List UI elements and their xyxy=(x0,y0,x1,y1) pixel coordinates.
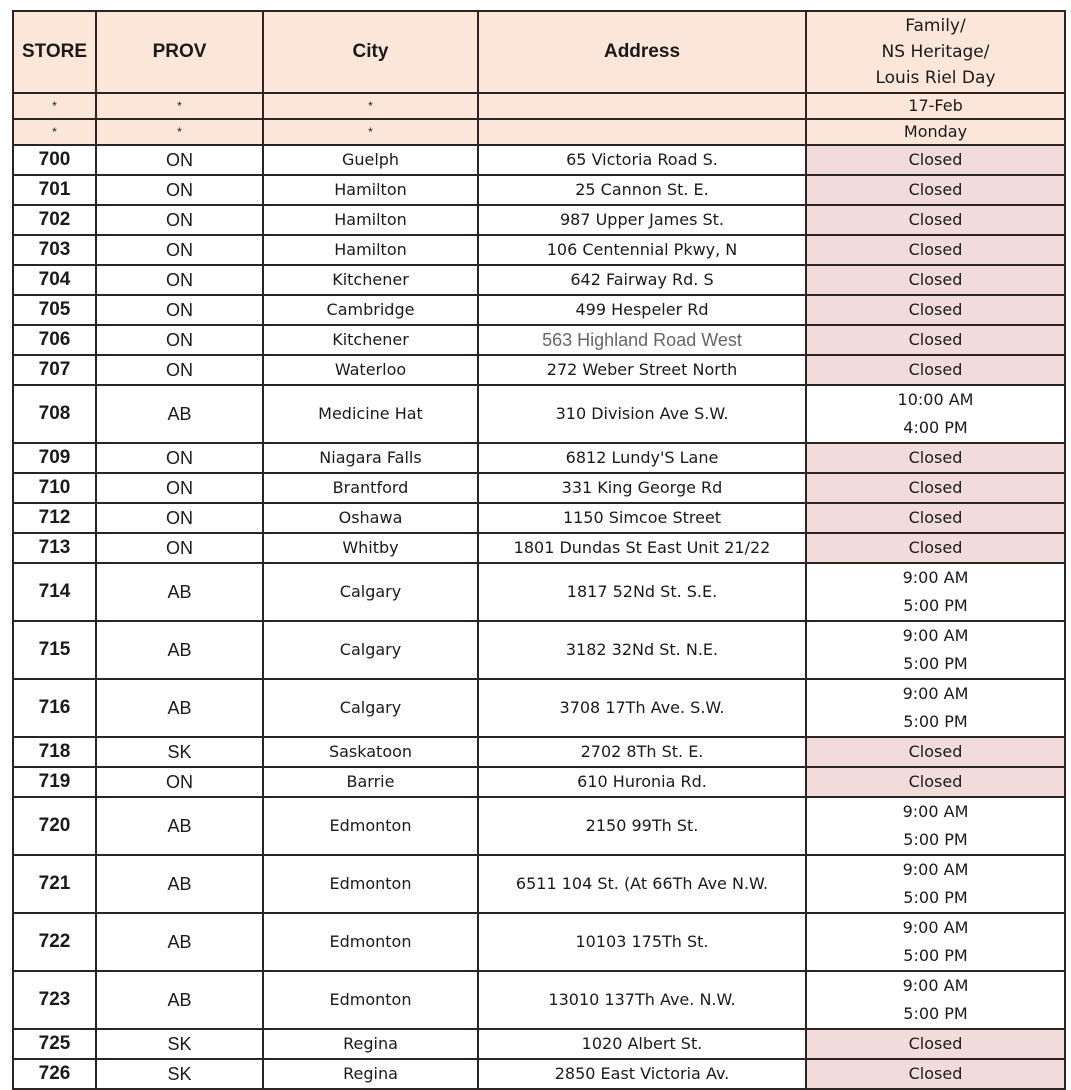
table-row xyxy=(13,503,1065,533)
province: AB xyxy=(96,913,263,971)
table-row xyxy=(13,855,1065,913)
address: 2702 8Th St. E. xyxy=(478,737,806,767)
address: 272 Weber Street North xyxy=(478,355,806,385)
address: 10103 175Th St. xyxy=(478,913,806,971)
hours-line-open: Closed xyxy=(908,742,963,761)
hours-line-open: Closed xyxy=(908,270,963,289)
table-row xyxy=(13,679,1065,737)
city: Hamilton xyxy=(263,235,478,265)
store-number: 706 xyxy=(13,325,96,355)
status-closed xyxy=(806,145,1065,175)
city: Edmonton xyxy=(263,971,478,1029)
holiday-name-line: NS Heritage/ xyxy=(881,42,990,62)
status-closed xyxy=(806,533,1065,563)
column-header-store: STORE xyxy=(13,11,96,93)
table-row xyxy=(13,205,1065,235)
column-header-address: Address xyxy=(478,11,806,93)
status-closed xyxy=(806,325,1065,355)
store-number: 701 xyxy=(13,175,96,205)
holiday-hours xyxy=(806,385,1065,443)
table-row xyxy=(13,235,1065,265)
hours-line-open: Closed xyxy=(908,330,963,349)
subheader-city: * xyxy=(263,119,478,145)
store-number: 718 xyxy=(13,737,96,767)
subheader-store: * xyxy=(13,93,96,119)
hours-line-close: 5:00 PM xyxy=(903,830,968,849)
province: SK xyxy=(96,737,263,767)
status-closed xyxy=(806,1029,1065,1059)
hours-line-open: 10:00 AM xyxy=(897,390,974,409)
store-number: 710 xyxy=(13,473,96,503)
city: Edmonton xyxy=(263,855,478,913)
hours-line-open: Closed xyxy=(908,300,963,319)
subheader-address xyxy=(478,93,806,119)
table-row xyxy=(13,265,1065,295)
address: 1817 52Nd St. S.E. xyxy=(478,563,806,621)
city: Guelph xyxy=(263,145,478,175)
table-row xyxy=(13,473,1065,503)
holiday-weekday: Monday xyxy=(806,119,1065,145)
store-hours-table xyxy=(12,10,1066,1090)
address: 65 Victoria Road S. xyxy=(478,145,806,175)
hours-line-open: 9:00 AM xyxy=(902,976,969,995)
store-number: 715 xyxy=(13,621,96,679)
address: 1020 Albert St. xyxy=(478,1029,806,1059)
city: Calgary xyxy=(263,621,478,679)
store-number: 700 xyxy=(13,145,96,175)
store-number: 723 xyxy=(13,971,96,1029)
city: Cambridge xyxy=(263,295,478,325)
subheader-prov: * xyxy=(96,93,263,119)
address: 2850 East Victoria Av. xyxy=(478,1059,806,1089)
store-number: 703 xyxy=(13,235,96,265)
province: ON xyxy=(96,145,263,175)
hours-line-open: Closed xyxy=(908,1034,963,1053)
address: 1150 Simcoe Street xyxy=(478,503,806,533)
hours-line-close: 5:00 PM xyxy=(903,888,968,907)
table-row xyxy=(13,621,1065,679)
store-number: 705 xyxy=(13,295,96,325)
city: Calgary xyxy=(263,679,478,737)
hours-line-open: 9:00 AM xyxy=(902,626,969,645)
store-number: 709 xyxy=(13,443,96,473)
table-row xyxy=(13,971,1065,1029)
subheader-store: * xyxy=(13,119,96,145)
column-header-city: City xyxy=(263,11,478,93)
status-closed xyxy=(806,1059,1065,1089)
hours-line-open: Closed xyxy=(908,772,963,791)
address: 3708 17Th Ave. S.W. xyxy=(478,679,806,737)
address: 610 Huronia Rd. xyxy=(478,767,806,797)
address: 642 Fairway Rd. S xyxy=(478,265,806,295)
city: Waterloo xyxy=(263,355,478,385)
table-row xyxy=(13,443,1065,473)
holiday-date: 17-Feb xyxy=(806,93,1065,119)
hours-line-open: Closed xyxy=(908,1064,963,1083)
province: AB xyxy=(96,797,263,855)
table-row xyxy=(13,533,1065,563)
holiday-hours xyxy=(806,971,1065,1029)
province: SK xyxy=(96,1029,263,1059)
province: ON xyxy=(96,175,263,205)
province: ON xyxy=(96,295,263,325)
status-closed xyxy=(806,295,1065,325)
address: 6812 Lundy'S Lane xyxy=(478,443,806,473)
status-closed xyxy=(806,503,1065,533)
store-number: 719 xyxy=(13,767,96,797)
hours-line-open: Closed xyxy=(908,150,963,169)
store-number: 702 xyxy=(13,205,96,235)
city: Edmonton xyxy=(263,797,478,855)
holiday-hours xyxy=(806,797,1065,855)
address: 331 King George Rd xyxy=(478,473,806,503)
province: ON xyxy=(96,533,263,563)
hours-line-open: Closed xyxy=(908,360,963,379)
status-closed xyxy=(806,265,1065,295)
status-closed xyxy=(806,175,1065,205)
province: ON xyxy=(96,443,263,473)
province: ON xyxy=(96,473,263,503)
city: Regina xyxy=(263,1029,478,1059)
store-number: 707 xyxy=(13,355,96,385)
hours-line-close: 5:00 PM xyxy=(903,946,968,965)
column-header-prov: PROV xyxy=(96,11,263,93)
store-number: 720 xyxy=(13,797,96,855)
status-closed xyxy=(806,443,1065,473)
address: 6511 104 St. (At 66Th Ave N.W. xyxy=(478,855,806,913)
table-row xyxy=(13,1059,1065,1089)
holiday-name-line: Louis Riel Day xyxy=(875,68,996,88)
province: ON xyxy=(96,265,263,295)
subheader-city: * xyxy=(263,93,478,119)
table-row xyxy=(13,145,1065,175)
holiday-hours xyxy=(806,855,1065,913)
address: 3182 32Nd St. N.E. xyxy=(478,621,806,679)
table-row xyxy=(13,563,1065,621)
table-row xyxy=(13,175,1065,205)
hours-line-open: Closed xyxy=(908,210,963,229)
province: AB xyxy=(96,971,263,1029)
table-row xyxy=(13,325,1065,355)
table-row xyxy=(13,913,1065,971)
table-body xyxy=(13,93,1065,1089)
store-number: 725 xyxy=(13,1029,96,1059)
hours-line-open: Closed xyxy=(908,538,963,557)
city: Medicine Hat xyxy=(263,385,478,443)
table-row xyxy=(13,767,1065,797)
address: 499 Hespeler Rd xyxy=(478,295,806,325)
city: Saskatoon xyxy=(263,737,478,767)
status-closed xyxy=(806,355,1065,385)
city: Brantford xyxy=(263,473,478,503)
city: Niagara Falls xyxy=(263,443,478,473)
province: AB xyxy=(96,621,263,679)
city: Hamilton xyxy=(263,205,478,235)
city: Calgary xyxy=(263,563,478,621)
hours-line-open: 9:00 AM xyxy=(902,568,969,587)
holiday-hours xyxy=(806,621,1065,679)
hours-line-close: 5:00 PM xyxy=(903,654,968,673)
city: Kitchener xyxy=(263,325,478,355)
subheader-row-date xyxy=(13,93,1065,119)
hours-line-close: 4:00 PM xyxy=(903,418,968,437)
province: ON xyxy=(96,325,263,355)
hours-line-open: Closed xyxy=(908,180,963,199)
address: 13010 137Th Ave. N.W. xyxy=(478,971,806,1029)
province: ON xyxy=(96,205,263,235)
store-number: 713 xyxy=(13,533,96,563)
hours-line-open: Closed xyxy=(908,448,963,467)
status-closed xyxy=(806,205,1065,235)
address: 25 Cannon St. E. xyxy=(478,175,806,205)
province: ON xyxy=(96,767,263,797)
address: 310 Division Ave S.W. xyxy=(478,385,806,443)
city: Barrie xyxy=(263,767,478,797)
province: SK xyxy=(96,1059,263,1089)
hours-line-close: 5:00 PM xyxy=(903,1004,968,1023)
address: 987 Upper James St. xyxy=(478,205,806,235)
table-header xyxy=(13,11,1065,93)
city: Kitchener xyxy=(263,265,478,295)
address: 563 Highland Road West xyxy=(478,325,806,355)
status-closed xyxy=(806,767,1065,797)
address: 106 Centennial Pkwy, N xyxy=(478,235,806,265)
province: AB xyxy=(96,385,263,443)
holiday-hours xyxy=(806,563,1065,621)
city: Regina xyxy=(263,1059,478,1089)
column-header-holiday xyxy=(806,11,1065,93)
hours-line-open: Closed xyxy=(908,508,963,527)
address: 2150 99Th St. xyxy=(478,797,806,855)
province: AB xyxy=(96,855,263,913)
subheader-address xyxy=(478,119,806,145)
store-number: 712 xyxy=(13,503,96,533)
table-row xyxy=(13,295,1065,325)
store-number: 726 xyxy=(13,1059,96,1089)
table-row xyxy=(13,797,1065,855)
province: ON xyxy=(96,355,263,385)
holiday-hours xyxy=(806,679,1065,737)
table-row xyxy=(13,385,1065,443)
city: Edmonton xyxy=(263,913,478,971)
city: Hamilton xyxy=(263,175,478,205)
province: ON xyxy=(96,235,263,265)
store-number: 722 xyxy=(13,913,96,971)
table-row xyxy=(13,355,1065,385)
province: AB xyxy=(96,679,263,737)
address: 1801 Dundas St East Unit 21/22 xyxy=(478,533,806,563)
city: Whitby xyxy=(263,533,478,563)
holiday-name-line: Family/ xyxy=(905,16,966,36)
store-number: 716 xyxy=(13,679,96,737)
city: Oshawa xyxy=(263,503,478,533)
holiday-hours xyxy=(806,913,1065,971)
hours-line-open: 9:00 AM xyxy=(902,802,969,821)
hours-line-open: 9:00 AM xyxy=(902,918,969,937)
hours-line-open: Closed xyxy=(908,240,963,259)
table-row xyxy=(13,737,1065,767)
status-closed xyxy=(806,473,1065,503)
subheader-prov: * xyxy=(96,119,263,145)
hours-line-close: 5:00 PM xyxy=(903,596,968,615)
status-closed xyxy=(806,235,1065,265)
table-row xyxy=(13,1029,1065,1059)
store-number: 714 xyxy=(13,563,96,621)
hours-line-close: 5:00 PM xyxy=(903,712,968,731)
hours-line-open: 9:00 AM xyxy=(902,860,969,879)
store-number: 721 xyxy=(13,855,96,913)
store-number: 708 xyxy=(13,385,96,443)
hours-line-open: 9:00 AM xyxy=(902,684,969,703)
subheader-row-weekday xyxy=(13,119,1065,145)
hours-line-open: Closed xyxy=(908,478,963,497)
status-closed xyxy=(806,737,1065,767)
province: AB xyxy=(96,563,263,621)
province: ON xyxy=(96,503,263,533)
store-number: 704 xyxy=(13,265,96,295)
